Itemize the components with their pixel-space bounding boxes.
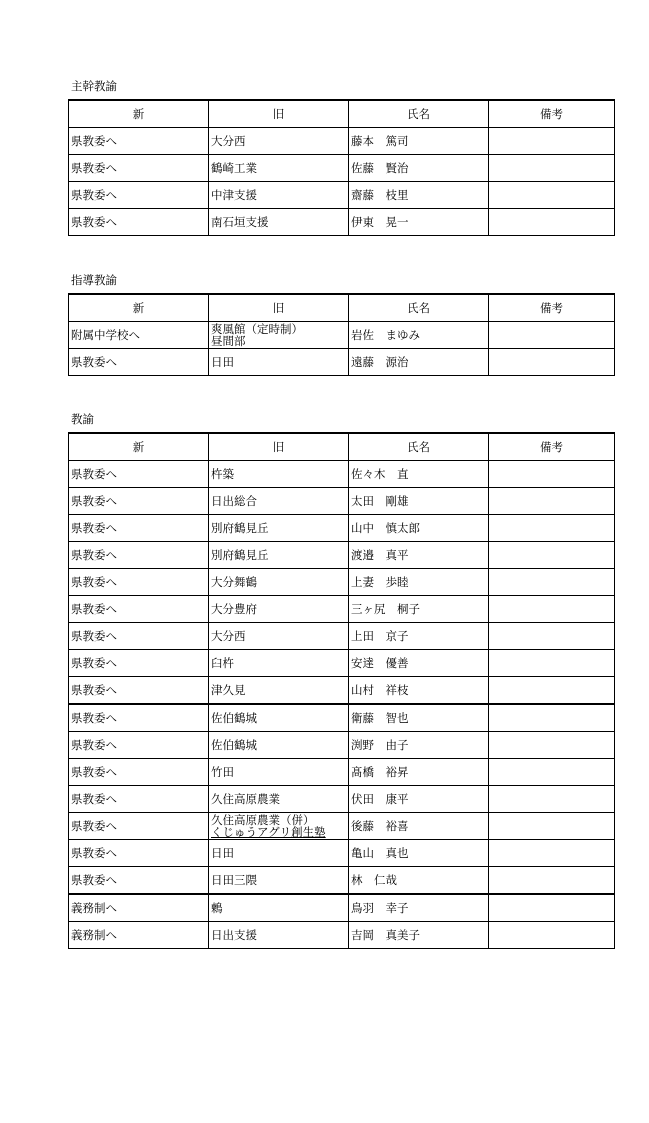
table-row (69, 209, 615, 236)
cell-old: 大分西 (209, 128, 349, 155)
cell-old: 久住高原農業 (209, 786, 349, 813)
header-new: 新 (69, 100, 209, 128)
chief-teacher-table (68, 99, 615, 236)
cell-name: 上田 京子 (349, 623, 489, 650)
cell-new: 県教委へ (69, 461, 209, 488)
cell-old: 杵築 (209, 461, 349, 488)
table-row (69, 322, 615, 349)
cell-old-line1: 爽風館（定時制） (211, 322, 303, 336)
cell-note (489, 596, 615, 623)
cell-old: 大分舞鶴 (209, 569, 349, 596)
table-row (69, 813, 615, 840)
teacher-table (68, 432, 615, 949)
cell-note (489, 623, 615, 650)
cell-name: 林 仁哉 (349, 867, 489, 895)
table-row (69, 596, 615, 623)
cell-new: 県教委へ (69, 569, 209, 596)
cell-old: 鶴崎工業 (209, 155, 349, 182)
cell-note (489, 759, 615, 786)
table-row (69, 732, 615, 759)
cell-name: 佐々木 直 (349, 461, 489, 488)
cell-name: 三ヶ尻 桐子 (349, 596, 489, 623)
cell-new: 義務制へ (69, 894, 209, 922)
cell-name: 齋藤 枝里 (349, 182, 489, 209)
cell-note (489, 128, 615, 155)
cell-old: 南石垣支援 (209, 209, 349, 236)
section-title-teacher: 教諭 (71, 412, 94, 426)
section-title-guidance-teacher: 指導教諭 (71, 273, 117, 287)
cell-name: 後藤 裕喜 (349, 813, 489, 840)
cell-name: 上妻 歩睦 (349, 569, 489, 596)
table-row (69, 128, 615, 155)
cell-old: 別府鶴見丘 (209, 515, 349, 542)
cell-note (489, 677, 615, 705)
guidance-teacher-table (68, 293, 615, 376)
cell-old: 日出支援 (209, 922, 349, 949)
table-row (69, 867, 615, 895)
cell-new: 附属中学校へ (69, 322, 209, 349)
cell-new: 県教委へ (69, 182, 209, 209)
cell-name: 藤本 篤司 (349, 128, 489, 155)
cell-new: 県教委へ (69, 867, 209, 895)
header-old: 旧 (209, 100, 349, 128)
cell-note (489, 182, 615, 209)
cell-name: 太田 剛雄 (349, 488, 489, 515)
cell-old: 日田三隈 (209, 867, 349, 895)
cell-note (489, 704, 615, 732)
header-note: 備考 (489, 433, 615, 461)
table-row (69, 182, 615, 209)
cell-new: 県教委へ (69, 813, 209, 840)
cell-name: 佐藤 賢治 (349, 155, 489, 182)
cell-old: 中津支援 (209, 182, 349, 209)
cell-note (489, 867, 615, 895)
cell-new: 義務制へ (69, 922, 209, 949)
table-row (69, 349, 615, 376)
header-name: 氏名 (349, 294, 489, 322)
table-header-row (69, 100, 615, 128)
cell-note (489, 569, 615, 596)
cell-name: 吉岡 真美子 (349, 922, 489, 949)
section-title-chief-teacher: 主幹教諭 (71, 79, 117, 93)
cell-name: 山村 祥枝 (349, 677, 489, 705)
table-row (69, 461, 615, 488)
cell-new: 県教委へ (69, 488, 209, 515)
cell-note (489, 894, 615, 922)
cell-note (489, 813, 615, 840)
cell-old: 日田 (209, 349, 349, 376)
cell-name: 鳥羽 幸子 (349, 894, 489, 922)
cell-old (209, 322, 349, 349)
cell-new: 県教委へ (69, 515, 209, 542)
cell-name: 衛藤 智也 (349, 704, 489, 732)
cell-new: 県教委へ (69, 786, 209, 813)
header-new: 新 (69, 294, 209, 322)
cell-old: 日出総合 (209, 488, 349, 515)
cell-old: 臼杵 (209, 650, 349, 677)
cell-new: 県教委へ (69, 704, 209, 732)
cell-name: 渕野 由子 (349, 732, 489, 759)
cell-old (209, 813, 349, 840)
cell-note (489, 322, 615, 349)
table-row (69, 704, 615, 732)
cell-new: 県教委へ (69, 596, 209, 623)
cell-note (489, 786, 615, 813)
cell-old: 日田 (209, 840, 349, 867)
cell-name: 髙橋 裕昇 (349, 759, 489, 786)
table-row (69, 542, 615, 569)
cell-note (489, 650, 615, 677)
cell-old: 別府鶴見丘 (209, 542, 349, 569)
table-row (69, 650, 615, 677)
cell-old: 大分西 (209, 623, 349, 650)
table-row (69, 894, 615, 922)
cell-new: 県教委へ (69, 840, 209, 867)
table-row (69, 155, 615, 182)
cell-name: 遠藤 源治 (349, 349, 489, 376)
cell-note (489, 732, 615, 759)
cell-new: 県教委へ (69, 650, 209, 677)
cell-note (489, 922, 615, 949)
cell-note (489, 515, 615, 542)
header-new: 新 (69, 433, 209, 461)
header-note: 備考 (489, 294, 615, 322)
cell-name: 伏田 康平 (349, 786, 489, 813)
cell-new: 県教委へ (69, 542, 209, 569)
table-row (69, 515, 615, 542)
table-row (69, 840, 615, 867)
cell-old: 津久見 (209, 677, 349, 705)
cell-note (489, 461, 615, 488)
cell-name: 亀山 真也 (349, 840, 489, 867)
table-row (69, 488, 615, 515)
cell-new: 県教委へ (69, 759, 209, 786)
cell-old: 鶫 (209, 894, 349, 922)
header-old: 旧 (209, 294, 349, 322)
cell-old-line2: くじゅうアグリ創生塾 (211, 825, 326, 839)
table-row (69, 677, 615, 705)
cell-new: 県教委へ (69, 732, 209, 759)
table-row (69, 759, 615, 786)
cell-note (489, 209, 615, 236)
cell-old: 佐伯鶴城 (209, 704, 349, 732)
table-header-row (69, 433, 615, 461)
cell-old: 竹田 (209, 759, 349, 786)
cell-name: 岩佐 まゆみ (349, 322, 489, 349)
table-row (69, 623, 615, 650)
cell-name: 安達 優善 (349, 650, 489, 677)
cell-new: 県教委へ (69, 155, 209, 182)
cell-old: 大分豊府 (209, 596, 349, 623)
table-row (69, 922, 615, 949)
table-row (69, 569, 615, 596)
cell-note (489, 840, 615, 867)
cell-name: 伊東 晃一 (349, 209, 489, 236)
cell-name: 渡邉 真平 (349, 542, 489, 569)
header-name: 氏名 (349, 100, 489, 128)
cell-new: 県教委へ (69, 677, 209, 705)
header-name: 氏名 (349, 433, 489, 461)
cell-new: 県教委へ (69, 209, 209, 236)
table-header-row (69, 294, 615, 322)
cell-note (489, 155, 615, 182)
cell-name: 山中 慎太郎 (349, 515, 489, 542)
cell-old: 佐伯鶴城 (209, 732, 349, 759)
header-note: 備考 (489, 100, 615, 128)
cell-new: 県教委へ (69, 623, 209, 650)
cell-note (489, 349, 615, 376)
cell-old-line1: 久住高原農業（併） (211, 813, 315, 827)
cell-new: 県教委へ (69, 128, 209, 155)
header-old: 旧 (209, 433, 349, 461)
cell-note (489, 488, 615, 515)
table-row (69, 786, 615, 813)
cell-note (489, 542, 615, 569)
cell-old-line2: 昼間部 (211, 334, 246, 348)
cell-new: 県教委へ (69, 349, 209, 376)
